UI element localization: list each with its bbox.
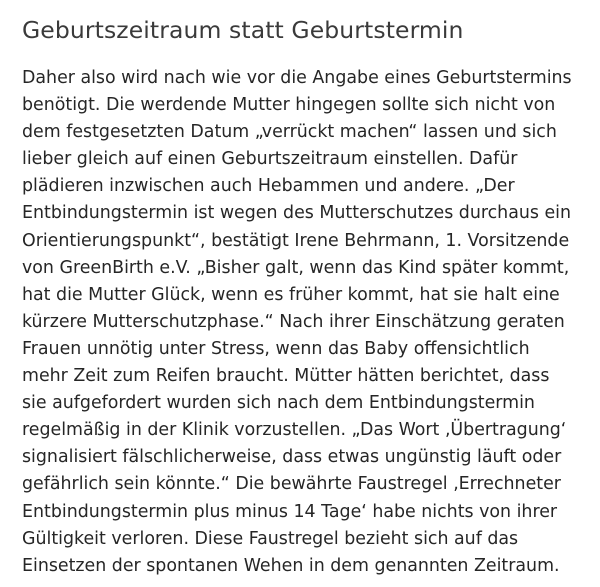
text-line: Gültigkeit verloren. Diese Faustregel bezieht sich auf das <box>22 528 519 549</box>
text-line: sie aufgefordert wurden sich nach dem Entbindungstermin <box>22 393 535 414</box>
text-line: von GreenBirth e.V. „Bisher galt, wenn das Kind später kommt, <box>22 257 570 278</box>
text-line: regelmäßig in der Klinik vorzustellen. „Das Wort ‚Übertragung‘ <box>22 420 567 441</box>
text-line: lieber gleich auf einen Geburtszeitraum einstellen. Dafür <box>22 149 518 170</box>
text-line: gefährlich sein könnte.“ Die bewährte Faustregel ‚Errechneter <box>22 474 561 495</box>
text-line: mehr Zeit zum Reifen braucht. Mütter hätten berichtet, dass <box>22 366 550 387</box>
text-line: signalisiert fälschlicherweise, dass etwas ungünstig läuft oder <box>22 447 562 468</box>
text-line: Einsetzen der spontanen Wehen in dem genannten Zeitraum. <box>22 555 560 576</box>
text-line: Entbindungstermin ist wegen des Mutterschutzes durchaus ein <box>22 203 572 224</box>
text-line: Frauen unnötig unter Stress, wenn das Baby offensichtlich <box>22 338 530 359</box>
text-line: benötigt. Die werdende Mutter hingegen sollte sich nicht von <box>22 95 556 116</box>
text-line: dem festgesetzten Datum „verrückt machen“ lassen und sich <box>22 122 557 143</box>
text-line: plädieren inzwischen auch Hebammen und andere. „Der <box>22 176 515 197</box>
text-line: kürzere Mutterschutzphase.“ Nach ihrer Einschätzung geraten <box>22 311 565 332</box>
text-line: Daher also wird nach wie vor die Angabe eines Geburtstermins <box>22 68 572 88</box>
text-line: hat die Mutter Glück, wenn es früher kommt, hat sie halt eine <box>22 284 560 305</box>
text-line: Entbindungstermin plus minus 14 Tage‘ habe nichts von ihrer <box>22 501 558 522</box>
text-line: Orientierungspunkt“, bestätigt Irene Behrmann, 1. Vorsitzende <box>22 230 570 251</box>
section-heading: Geburtszeitraum statt Geburtstermin <box>22 16 464 44</box>
body-paragraph <box>22 65 582 580</box>
